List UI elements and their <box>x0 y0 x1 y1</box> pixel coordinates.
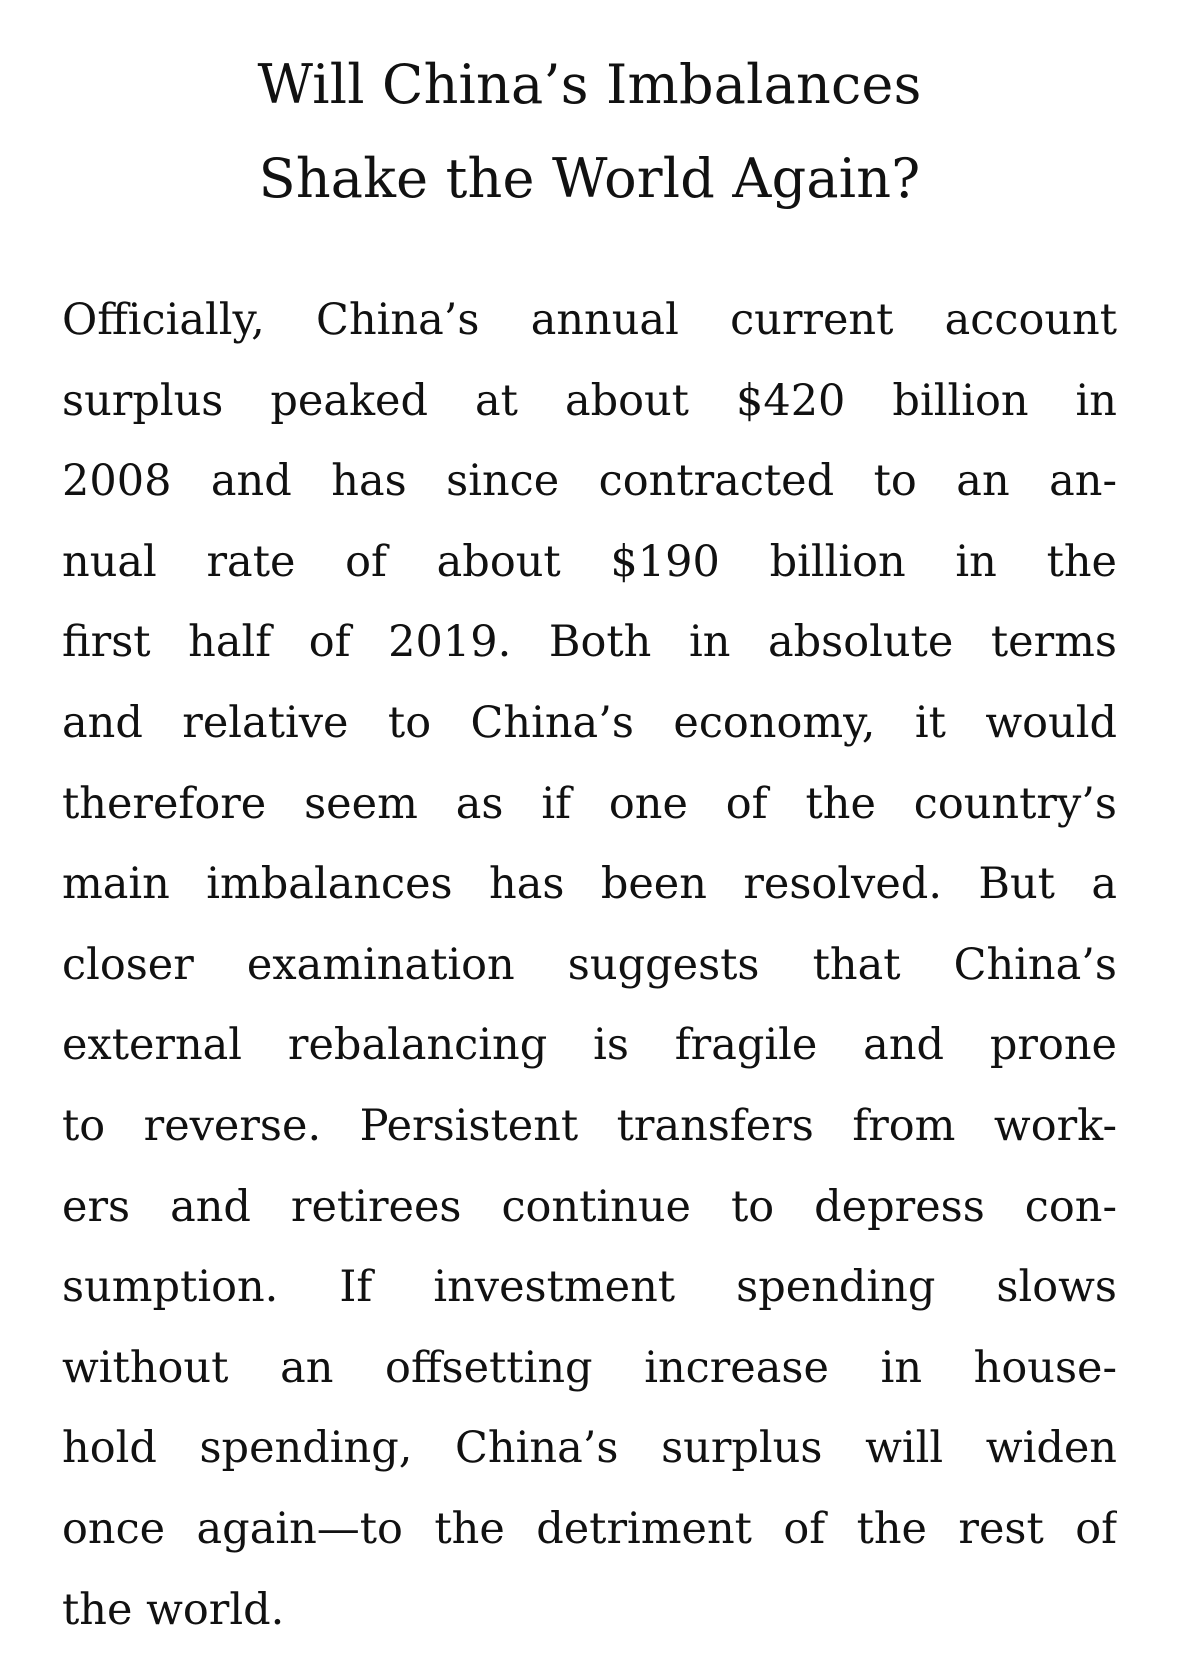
body-line: and relative to China’s economy, it would <box>62 697 1117 748</box>
body-line: to reverse. Persistent transfers from work- <box>62 1100 1117 1151</box>
title-line: Will China’s Imbalances <box>257 53 922 116</box>
body-line: hold spending, China’s surplus will widen <box>62 1423 1117 1474</box>
article-body <box>62 280 1117 1650</box>
body-line: without an offsetting increase in house- <box>62 1342 1117 1393</box>
body-line: surplus peaked at about $420 billion in <box>62 375 1117 426</box>
body-line: 2008 and has since contracted to an an- <box>62 456 1117 507</box>
body-line: external rebalancing is fragile and prone <box>62 1020 1117 1071</box>
title-line: Shake the World Again? <box>258 147 921 210</box>
body-line: sumption. If investment spending slows <box>62 1262 1117 1313</box>
body-line: closer examination suggests that China’s <box>62 939 1117 990</box>
body-line: main imbalances has been resolved. But a <box>62 859 1117 910</box>
body-line: nual rate of about $190 billion in the <box>62 536 1117 587</box>
body-line: therefore seem as if one of the country’s <box>62 778 1117 829</box>
article-title <box>62 38 1117 226</box>
body-line: ers and retirees continue to depress con- <box>62 1181 1117 1232</box>
body-line: the world. <box>62 1584 285 1635</box>
body-line: Officially, China’s annual current account <box>62 295 1117 345</box>
body-line: once again—to the detriment of the rest of <box>62 1503 1117 1554</box>
body-line: first half of 2019. Both in absolute terms <box>62 617 1117 668</box>
